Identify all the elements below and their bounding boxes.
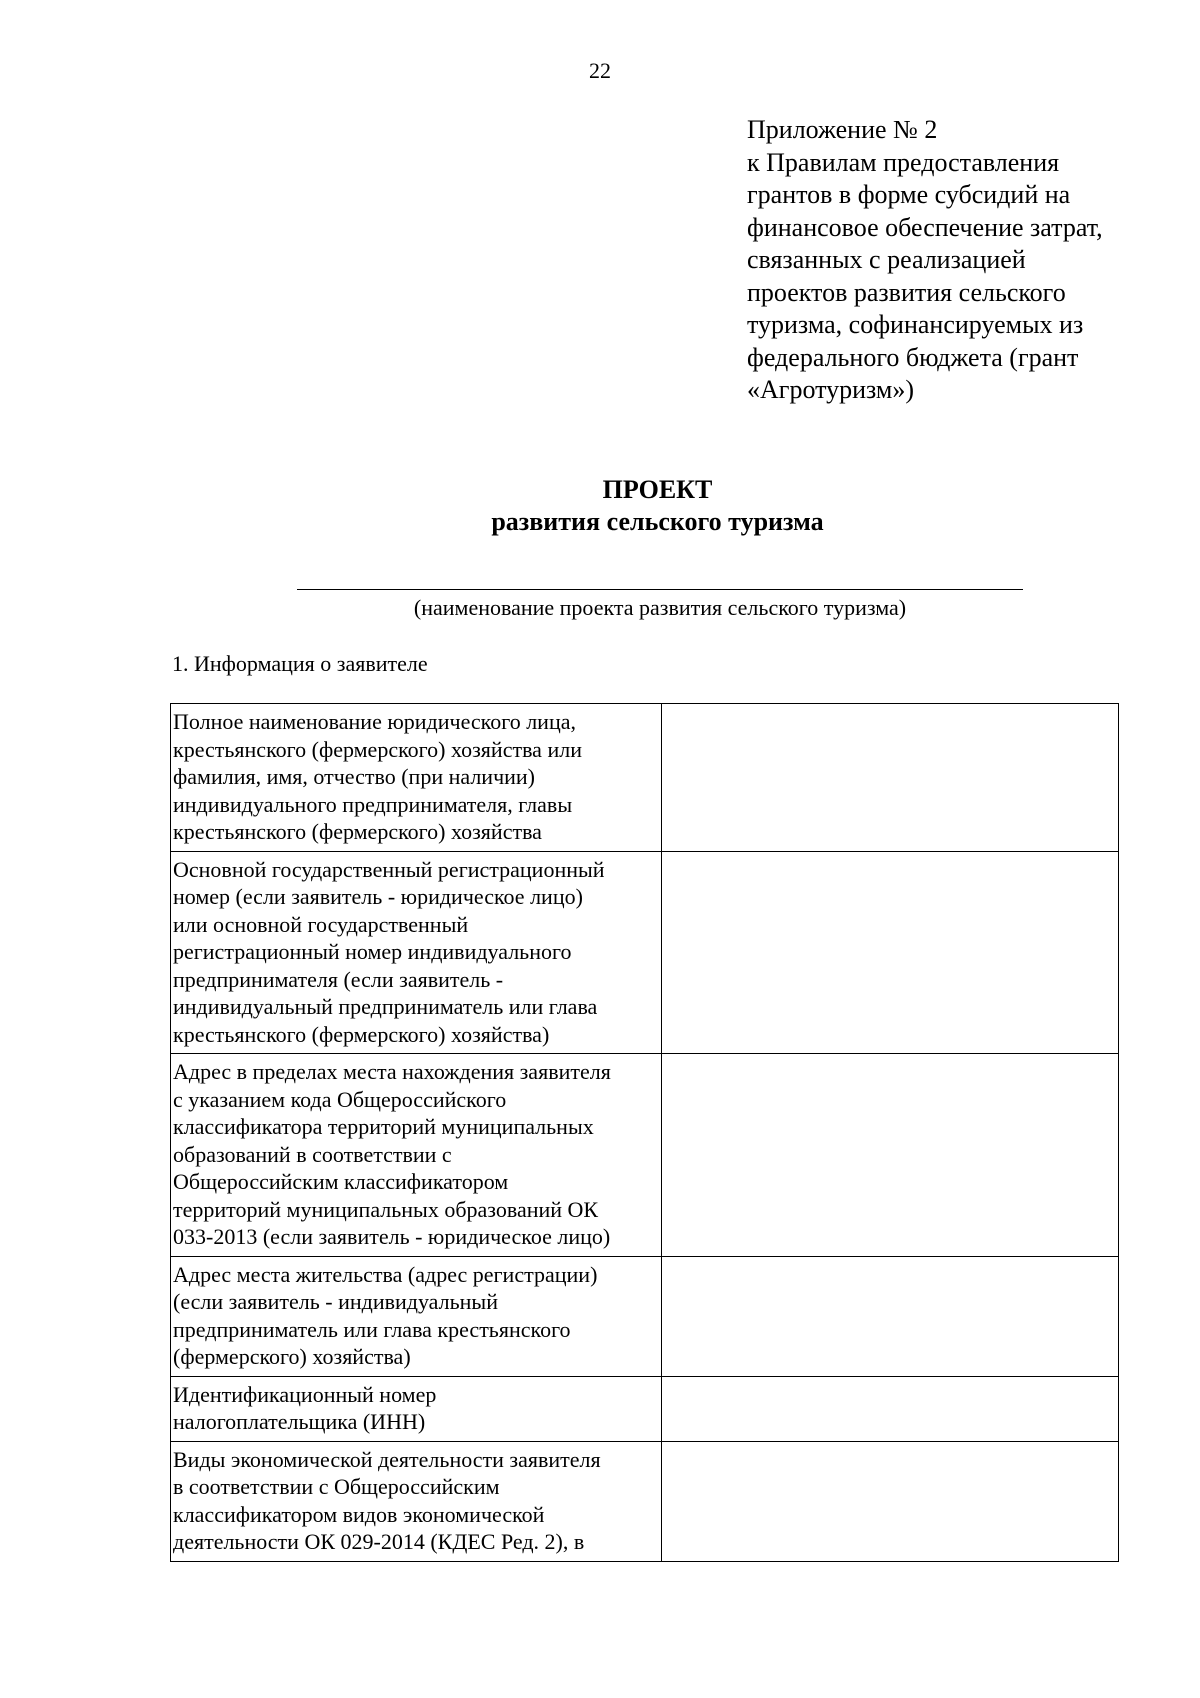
label-line: предприниматель или глава крестьянского	[173, 1316, 571, 1342]
label-line: в соответствии с Общероссийским	[173, 1474, 500, 1499]
title-main: ПРОЕКТ	[602, 475, 713, 504]
label-line: классификатора территорий муниципальных	[173, 1114, 594, 1139]
label-line: Адрес в пределах места нахождения заявителя	[173, 1059, 611, 1084]
value-cell[interactable]	[661, 1256, 1118, 1376]
appendix-line: финансовое обеспечение затрат,	[747, 212, 1103, 242]
label-line: с указанием кода Общероссийского	[173, 1086, 507, 1112]
value-cell[interactable]	[661, 851, 1118, 1054]
label-line: или основной государственный	[173, 911, 469, 937]
label-line: территорий муниципальных образований ОК	[173, 1196, 599, 1222]
label-line: Общероссийским классификатором	[173, 1169, 509, 1194]
label-line: образований в соответствии с	[173, 1141, 452, 1167]
label-line: 033-2013 (если заявитель - юридическое лицо)	[173, 1224, 611, 1249]
label-line: индивидуального предпринимателя, главы	[173, 791, 573, 817]
label-line: Полное наименование юридического лица,	[173, 709, 576, 734]
appendix-line: туризма, софинансируемых из	[747, 310, 1084, 339]
label-line: крестьянского (фермерского) хозяйства)	[173, 1021, 550, 1047]
label-line: номер (если заявитель - юридическое лицо)	[173, 884, 583, 909]
appendix-line: связанных с реализацией	[747, 245, 1026, 274]
label-line: деятельности ОК 029-2014 (КДЕС Ред. 2), в	[173, 1529, 585, 1554]
label-line: (фермерского) хозяйства)	[173, 1344, 411, 1369]
value-cell[interactable]	[661, 1054, 1118, 1257]
label-line: налогоплательщика (ИНН)	[173, 1409, 426, 1434]
label-line: Виды экономической деятельности заявителя	[173, 1446, 601, 1472]
title-sub: развития сельского туризма	[491, 507, 824, 536]
table-row	[171, 704, 1119, 852]
label-line: Адрес места жительства (адрес регистрации)	[173, 1261, 598, 1287]
label-line: классификатором видов экономической	[173, 1501, 545, 1527]
appendix-line: грантов в форме субсидий на	[747, 180, 1071, 209]
table-row	[171, 1256, 1119, 1376]
label-line: Основной государственный регистрационный	[173, 856, 605, 882]
section-heading: 1. Информация о заявителе	[172, 651, 428, 676]
page-number: 22	[589, 58, 611, 83]
label-line: предпринимателя (если заявитель -	[173, 966, 504, 992]
appendix-line: «Агротуризм»)	[747, 375, 915, 404]
label-cell	[171, 1376, 662, 1441]
appendix-line: проектов развития сельского	[747, 277, 1066, 307]
value-cell[interactable]	[661, 1441, 1118, 1561]
project-name-field[interactable]	[297, 589, 1023, 590]
appendix-line: к Правилам предоставления	[747, 147, 1060, 177]
label-cell	[171, 1441, 662, 1561]
label-line: фамилия, имя, отчество (при наличии)	[173, 764, 536, 789]
value-cell[interactable]	[661, 704, 1118, 852]
label-cell	[171, 1054, 662, 1257]
project-name-caption: (наименование проекта развития сельского туризма)	[413, 595, 907, 620]
label-cell	[171, 1256, 662, 1376]
label-line: регистрационный номер индивидуального	[173, 939, 572, 964]
appendix-reference	[747, 114, 1167, 407]
label-line: (если заявитель - индивидуальный	[173, 1289, 498, 1314]
label-line: крестьянского (фермерского) хозяйства	[173, 819, 542, 844]
label-line: Идентификационный номер	[173, 1381, 437, 1407]
appendix-line: федерального бюджета (грант	[747, 342, 1079, 372]
table-row	[171, 1376, 1119, 1441]
label-cell	[171, 704, 662, 852]
label-line: индивидуальный предприниматель или глава	[173, 994, 598, 1019]
table-row	[171, 1054, 1119, 1257]
label-line: крестьянского (фермерского) хозяйства или	[173, 736, 582, 762]
appendix-line: Приложение № 2	[747, 115, 938, 144]
table-row	[171, 851, 1119, 1054]
value-cell[interactable]	[661, 1376, 1118, 1441]
label-cell	[171, 851, 662, 1054]
document-title	[0, 474, 1200, 538]
applicant-info-table	[170, 703, 1119, 1562]
table-row	[171, 1441, 1119, 1561]
